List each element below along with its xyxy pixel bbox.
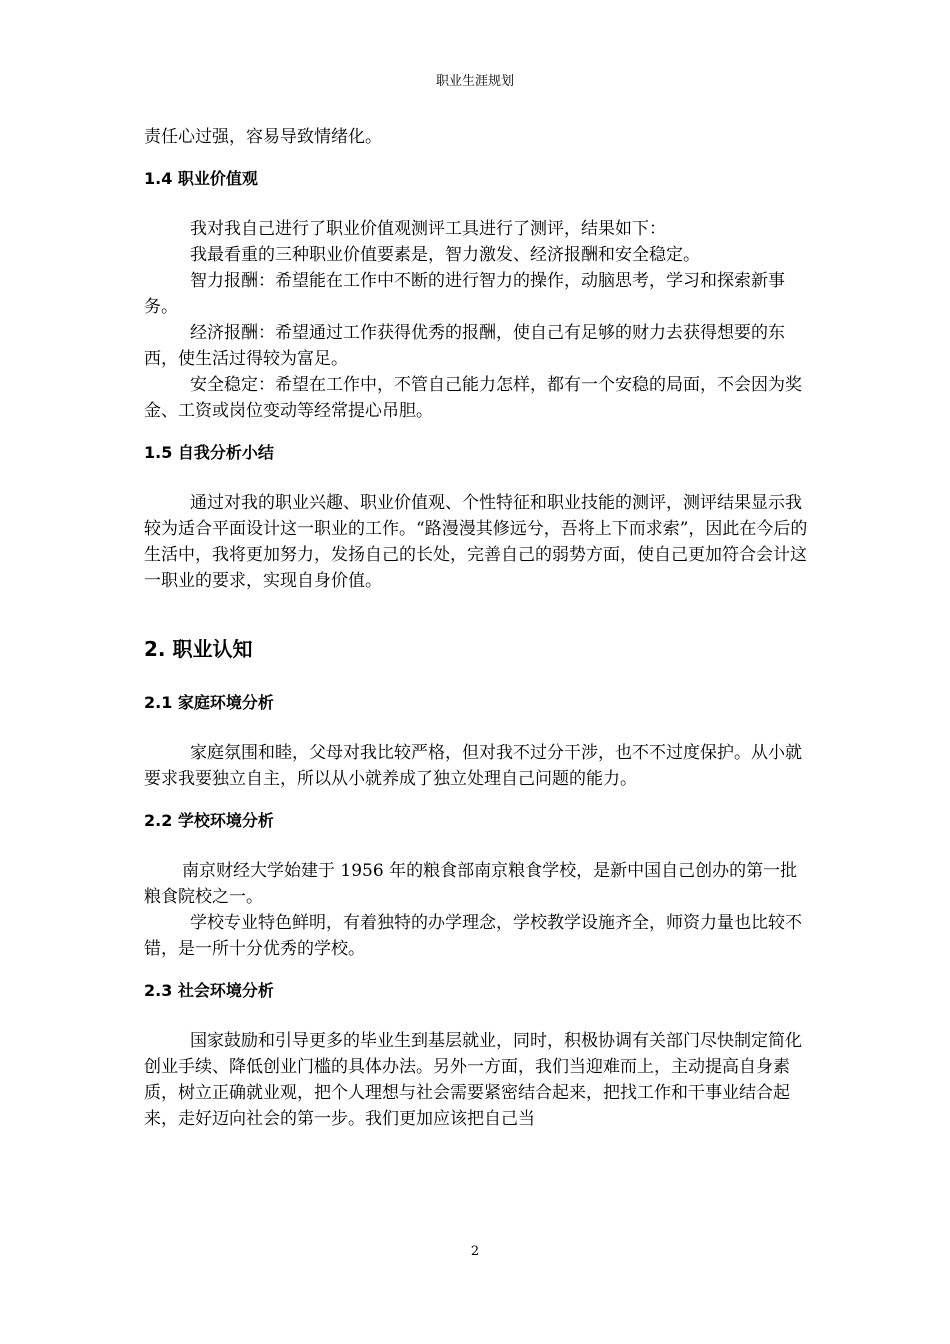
paragraph: 我最看重的三种职业价值要素是，智力激发、经济报酬和安全稳定。 bbox=[190, 245, 700, 265]
section-heading-2-1: 2.1 家庭环境分析 bbox=[144, 693, 274, 712]
chapter-heading-2: 2. 职业认知 bbox=[144, 637, 253, 661]
paragraph: 国家鼓励和引导更多的毕业生到基层就业，同时，积极协调有关部门尽快制定简化创业手续、降低创业门槛的具体办法。另外一方面，我们当迎难而上，主动提高自身素质，树立正确就业观，把个人理想与社会需要紧密结合起来，把找工作和干事业结合起来，走好迈向社会的第一步。我们更加应该把自己当 bbox=[144, 1031, 802, 1129]
paragraph: 南京财经大学始建于 1956 年的粮食部南京粮食学校，是新中国自己创办的第一批粮食院校之一。 bbox=[144, 861, 798, 907]
section-heading-1-4: 1.4 职业价值观 bbox=[144, 169, 258, 188]
paragraph: 家庭氛围和睦，父母对我比较严格，但对我不过分干涉，也不不过度保护。从小就要求我要独立自主，所以从小就养成了独立处理自己问题的能力。 bbox=[144, 743, 802, 789]
page-number: 2 bbox=[470, 1244, 480, 1259]
page-header: 职业生涯规划 bbox=[435, 74, 514, 89]
section-heading-2-3: 2.3 社会环境分析 bbox=[144, 981, 274, 1000]
section-heading-1-5: 1.5 自我分析小结 bbox=[144, 443, 274, 462]
paragraph: 经济报酬：希望通过工作获得优秀的报酬，使自己有足够的财力去获得想要的东西，使生活过得较为富足。 bbox=[144, 323, 785, 369]
section-heading-2-2: 2.2 学校环境分析 bbox=[144, 811, 274, 830]
document-body bbox=[144, 124, 810, 1132]
paragraph: 我对我自己进行了职业价值观测评工具进行了测评，结果如下： bbox=[190, 219, 666, 239]
paragraph: 通过对我的职业兴趣、职业价值观、个性特征和职业技能的测评，测评结果显示我较为适合平面设计这一职业的工作。“路漫漫其修远兮，吾将上下而求索”，因此在今后的生活中，我将更加努力，发扬自己的长处，完善自己的弱势方面，使自己更加符合会计这一职业的要求，实现自身价值。 bbox=[144, 493, 808, 591]
paragraph: 责任心过强，容易导致情绪化。 bbox=[144, 127, 382, 147]
paragraph: 学校专业特色鲜明，有着独特的办学理念，学校教学设施齐全，师资力量也比较不错，是一所十分优秀的学校。 bbox=[144, 913, 802, 959]
paragraph: 安全稳定：希望在工作中，不管自己能力怎样，都有一个安稳的局面，不会因为奖金、工资或岗位变动等经常提心吊胆。 bbox=[144, 375, 802, 421]
paragraph: 智力报酬：希望能在工作中不断的进行智力的操作，动脑思考，学习和探索新事务。 bbox=[144, 271, 785, 317]
